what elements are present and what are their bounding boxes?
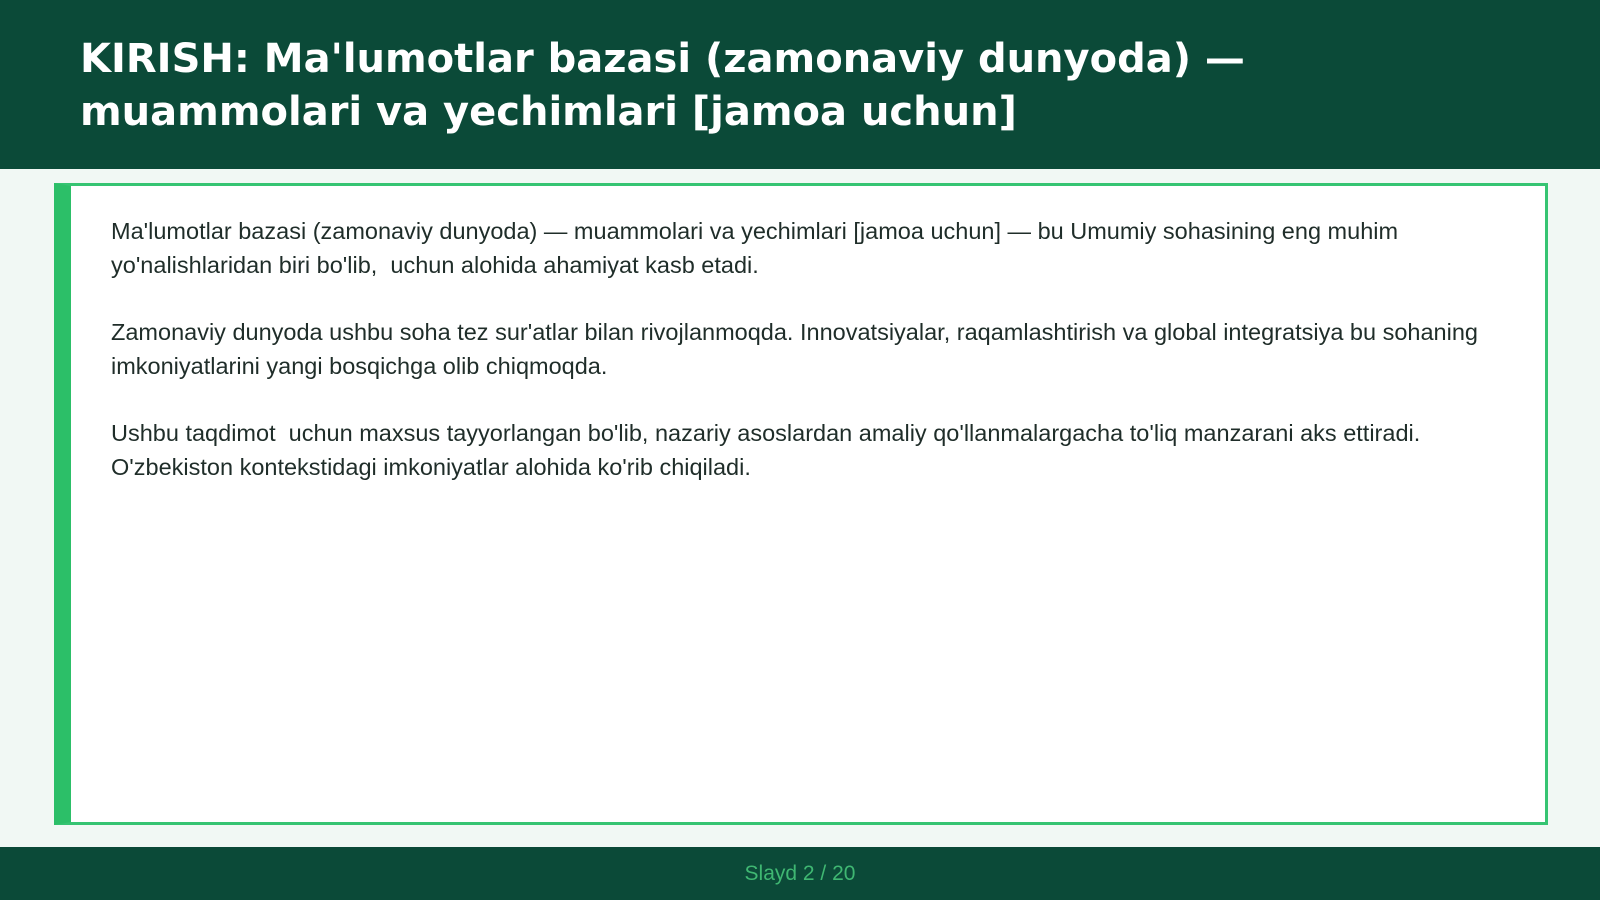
slide-header (0, 0, 1600, 169)
content-card (54, 183, 1548, 825)
paragraph-modern-world: Zamonaviy dunyoda ushbu soha tez sur'atlar bilan rivojlanmoqda. Innovatsiyalar, raqamlashtirish va global integratsiya bu sohaning imkoniyatlarini yangi bosqichga olib chiqmoqda. (111, 319, 1485, 379)
slide-counter: Slayd 2 / 20 (744, 861, 856, 885)
slide-footer (0, 847, 1600, 900)
paragraph-intro: Ma'lumotlar bazasi (zamonaviy dunyoda) — muammolari va yechimlari [jamoa uchun] — bu Umumiy sohasining eng muhim yo'nalishlaridan biri bo'lib, uchun alohida ahamiyat kasb etadi. (111, 218, 1405, 278)
slide-title: KIRISH: Ma'lumotlar bazasi (zamonaviy dunyoda) — muammolari va yechimlari [jamoa uchun] (80, 36, 1245, 135)
paragraph-presentation: Ushbu taqdimot uchun maxsus tayyorlangan bo'lib, nazariy asoslardan amaliy qo'llanmalargacha to'liq manzarani aks ettiradi. O'zbekiston kontekstidagi imkoniyatlar alohida ko'rib chiqiladi. (111, 420, 1427, 480)
